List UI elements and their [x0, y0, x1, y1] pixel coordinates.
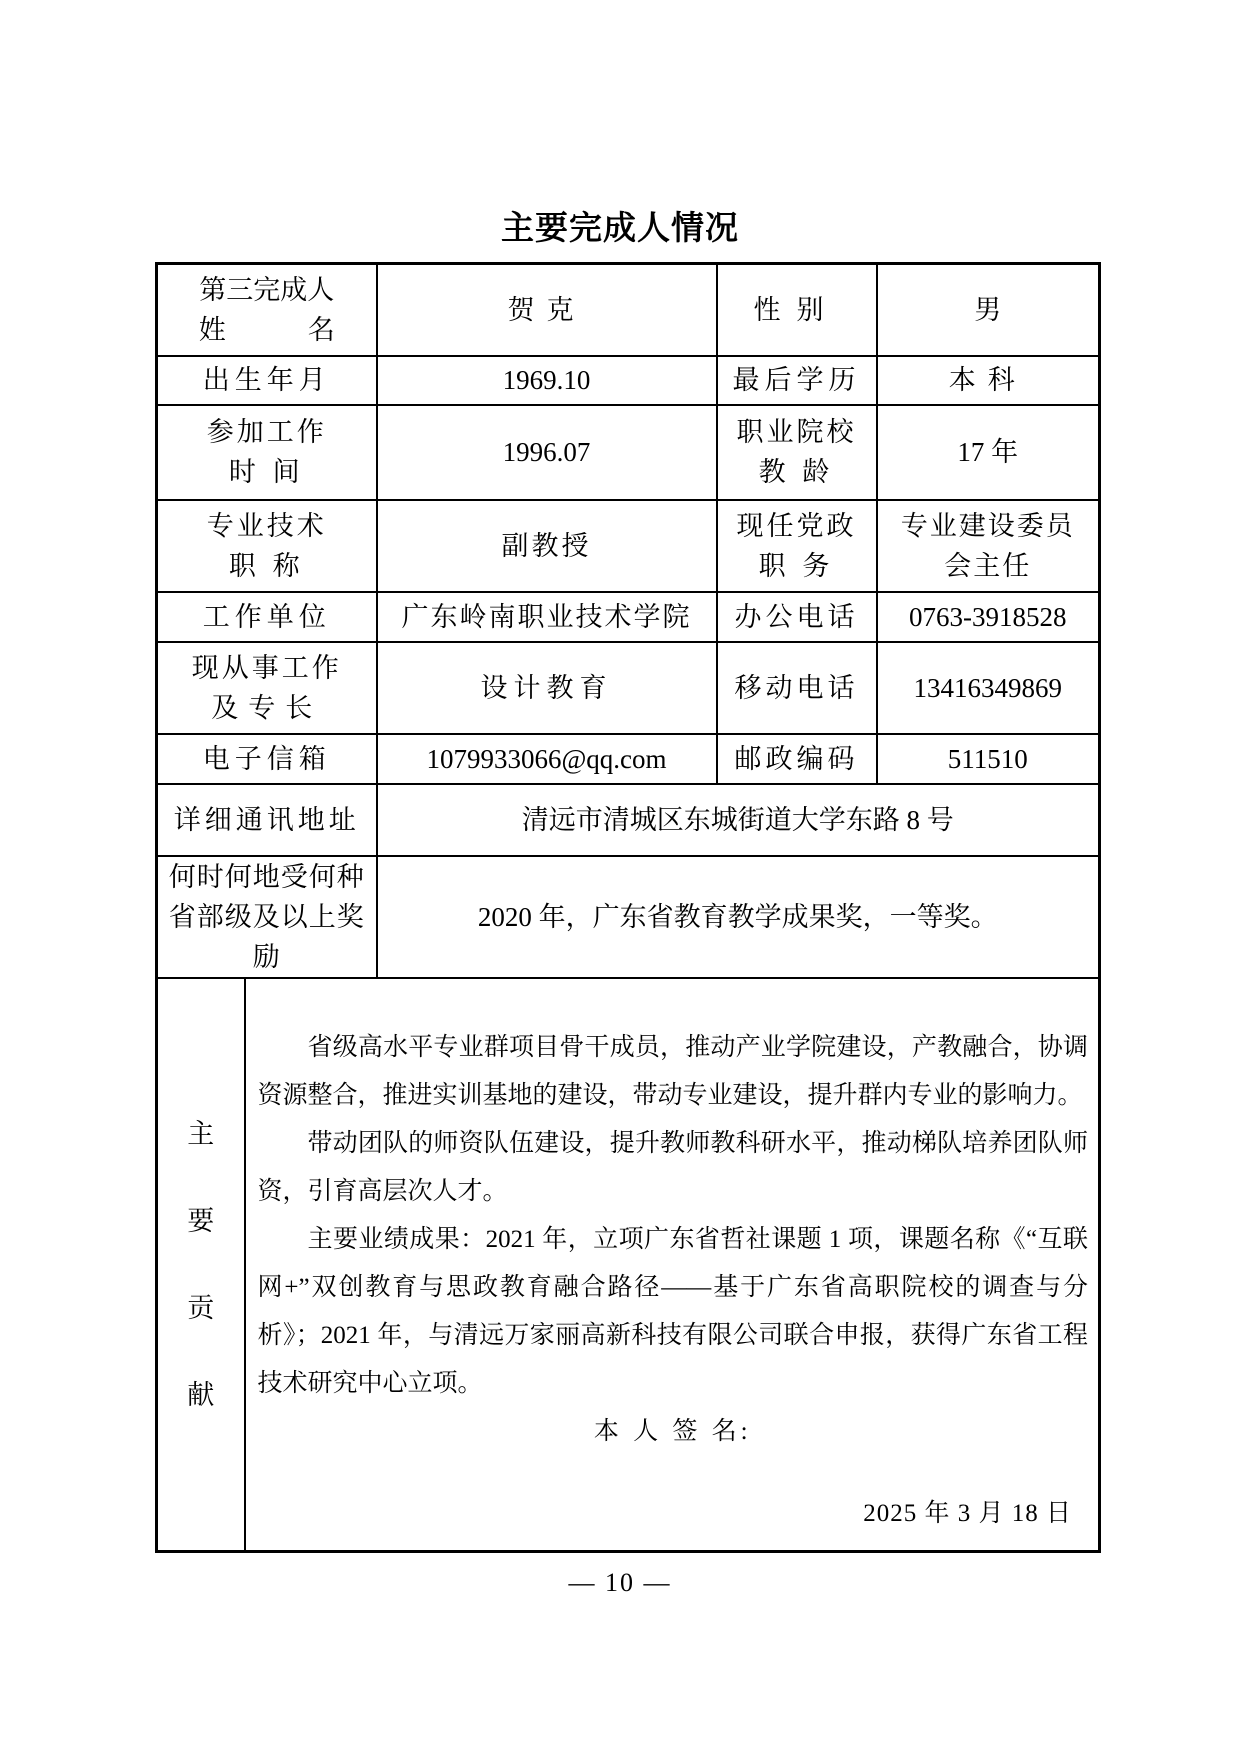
education-value: 本科	[877, 356, 1100, 405]
row-employer	[157, 592, 1100, 642]
signature-date: 2025 年 3 月 18 日	[863, 1500, 1072, 1528]
teaching-age-value: 17 年	[877, 405, 1100, 500]
professional-title-label-line2: 职 称	[228, 550, 305, 581]
party-position-label-line2: 职 务	[758, 550, 835, 581]
employer-label: 工作单位	[157, 592, 377, 642]
name-value: 贺克	[377, 264, 717, 356]
address-value: 清远市清城区东城街道大学东路 8 号	[377, 784, 1100, 856]
contribution-paragraph-1: 省级高水平专业群项目骨干成员，推动产业学院建设，产教融合，协调资源整合，推进实训基地的建设，带动专业建设，提升群内专业的影响力。	[257, 1034, 1088, 1110]
row-current-work	[157, 642, 1100, 734]
main-contribution-char-4: 献	[187, 1379, 215, 1410]
mobile-phone-label: 移动电话	[717, 642, 877, 734]
teaching-age-label-line1: 职业院校	[736, 417, 857, 447]
work-start-label-line1: 参加工作	[206, 417, 327, 447]
completer-info-table	[155, 262, 1101, 1553]
row-awards	[157, 856, 1100, 978]
email-label: 电子信箱	[157, 734, 377, 784]
education-label: 最后学历	[717, 356, 877, 405]
row-work-start	[157, 405, 1100, 500]
main-contribution-char-2: 要	[187, 1205, 215, 1236]
email-value: 1079933066@qq.com	[377, 734, 717, 784]
party-position-label	[717, 500, 877, 592]
postal-code-value: 511510	[877, 734, 1100, 784]
current-work-label	[157, 642, 377, 734]
page-title: 主要完成人情况	[501, 209, 739, 246]
party-position-value-line2: 会主任	[944, 550, 1032, 581]
name-label-char-right: 名	[307, 314, 335, 345]
work-start-label	[157, 405, 377, 500]
signature-label: 本 人 签 名:	[593, 1418, 752, 1446]
contribution-paragraph-2: 带动团队的师资队伍建设，提升教师教科研水平，推动梯队培养团队师资，引育高层次人才。	[257, 1130, 1088, 1206]
employer-value: 广东岭南职业技术学院	[377, 592, 717, 642]
teaching-age-label	[717, 405, 877, 500]
page-number: — 10 —	[568, 1568, 672, 1597]
name-label-line2	[199, 310, 335, 350]
postal-code-label: 邮政编码	[717, 734, 877, 784]
professional-title-label-line1: 专业技术	[206, 510, 327, 541]
main-contribution-content	[245, 978, 1100, 1552]
party-position-label-line1: 现任党政	[736, 510, 857, 541]
row-email	[157, 734, 1100, 784]
gender-value: 男	[877, 264, 1100, 356]
contribution-paragraph-3: 主要业绩成果：2021 年，立项广东省哲社课题 1 项，课题名称《“互联网+”双创教育与思政教育融合路径——基于广东省高职院校的调查与分析》；2021 年，与清远万家丽高新科技有限公司联合申报，获得广东省工程技术研究中心立项。	[257, 1226, 1088, 1398]
row-title	[157, 500, 1100, 592]
professional-title-value: 副教授	[377, 500, 717, 592]
current-work-label-line2: 及专长	[211, 692, 323, 723]
work-start-value: 1996.07	[377, 405, 717, 500]
awards-value: 2020 年，广东省教育教学成果奖，一等奖。	[377, 856, 1100, 978]
main-contribution-label	[157, 978, 245, 1552]
name-label-char-left: 姓	[198, 314, 226, 345]
awards-label-line1: 何时何地受何种	[168, 861, 365, 892]
address-label: 详细通讯地址	[157, 784, 377, 856]
main-contribution-char-1: 主	[187, 1118, 215, 1149]
birth-date-label: 出生年月	[157, 356, 377, 405]
office-phone-value: 0763-3918528	[877, 592, 1100, 642]
awards-label-line2: 省部级及以上奖励	[168, 901, 365, 972]
row-address	[157, 784, 1100, 856]
current-work-value: 设计教育	[377, 642, 717, 734]
office-phone-label: 办公电话	[717, 592, 877, 642]
work-start-label-line2: 时 间	[228, 457, 305, 487]
third-completer-name-label	[157, 264, 377, 356]
awards-label	[157, 856, 377, 978]
main-contribution-char-3: 贡	[187, 1292, 215, 1323]
teaching-age-label-line2: 教 龄	[758, 457, 835, 487]
mobile-phone-value: 13416349869	[877, 642, 1100, 734]
professional-title-label	[157, 500, 377, 592]
birth-date-value: 1969.10	[377, 356, 717, 405]
party-position-value	[877, 500, 1100, 592]
row-main-contribution	[157, 978, 1100, 1552]
row-name	[157, 264, 1100, 356]
party-position-value-line1: 专业建设委员	[900, 510, 1075, 541]
row-birth	[157, 356, 1100, 405]
gender-label: 性别	[717, 264, 877, 356]
current-work-label-line1: 现从事工作	[191, 652, 342, 683]
third-completer-label-line1: 第三完成人	[199, 274, 335, 305]
